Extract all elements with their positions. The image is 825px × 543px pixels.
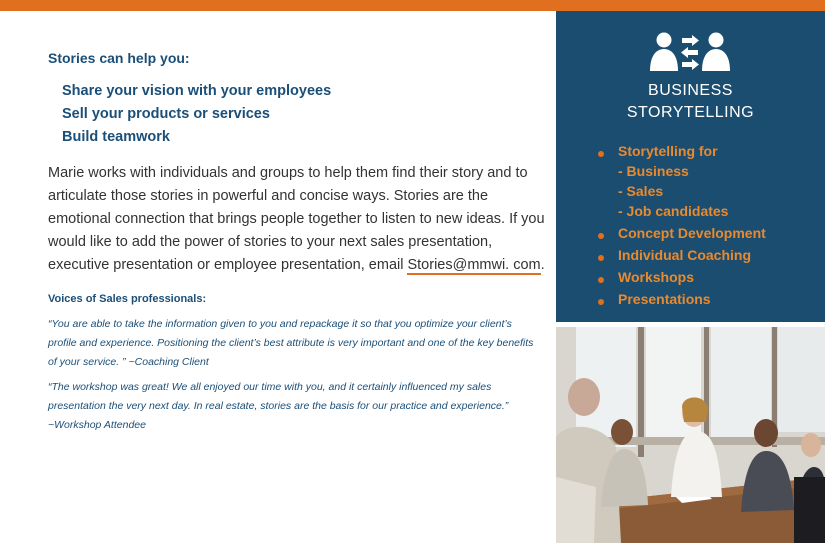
service-item: Individual Coaching: [596, 245, 766, 265]
benefit-item: Build teamwork: [62, 129, 170, 145]
email-link[interactable]: Stories@mmwi. com: [407, 257, 541, 273]
service-item: Concept Development: [596, 223, 766, 243]
service-subitem: - Sales: [618, 183, 664, 199]
benefit-item: Sell your products or services: [62, 106, 270, 122]
intro-paragraph: [48, 162, 548, 277]
benefit-item: Share your vision with your employees: [62, 83, 332, 99]
voices-heading: Voices of Sales professionals:: [48, 293, 207, 305]
section-heading: Stories can help you:: [48, 50, 190, 66]
service-subitem: - Business: [618, 163, 689, 179]
service-item: Workshops: [596, 267, 766, 287]
panel-title-line2: STORYTELLING: [626, 104, 755, 121]
service-item: Storytelling for: [596, 141, 766, 161]
services-panel: [556, 11, 825, 322]
intro-text: Marie works with individuals and groups to help them find their story and to articulate those stories in powerful and concise ways. Stories are the emotional connection that brings people together to listen to new ideas. If you would like to add the power of stories to your next sales presentation, executive presentation or employee presentation, email: [48, 165, 545, 273]
testimonial-quote: “The workshop was great! We all enjoyed our time with you, and it certainly influenced my sales presentation the very next day. In real estate, stories are the basis for our practice and experience.” ~Workshop Attendee: [48, 381, 509, 431]
meeting-photo: [556, 327, 825, 543]
top-accent-bar: [0, 0, 825, 11]
main-content: [48, 50, 548, 441]
intro-period: .: [540, 257, 545, 273]
meeting-photo-illustration: [556, 327, 825, 543]
panel-title-line1: BUSINESS: [648, 82, 733, 99]
panel-title: [556, 80, 825, 124]
testimonial-quote: “You are able to take the information given to you and repackage it so that you optimize your client’s profile and experience. Positioning the client’s best attribute is very important and one of the key benefits of your service. ” ~Coaching Client: [48, 318, 534, 368]
people-exchange-icon: [648, 31, 732, 71]
benefits-list: [48, 80, 548, 149]
service-item: Presentations: [596, 289, 766, 309]
services-list: [596, 141, 766, 309]
service-subitem: - Job candidates: [618, 203, 729, 219]
